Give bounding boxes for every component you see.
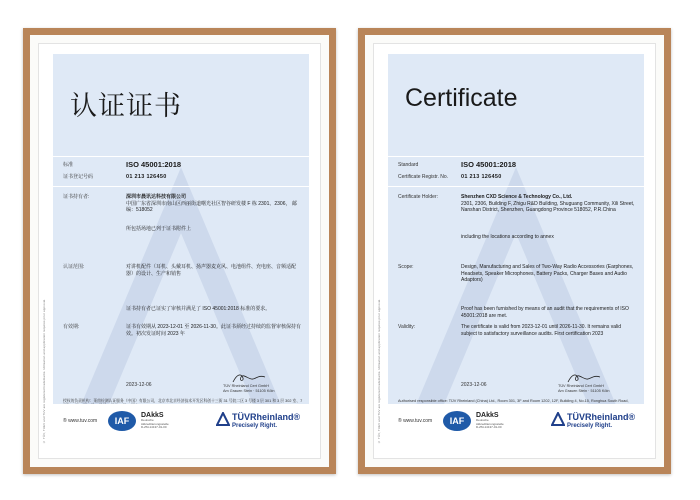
validity-label: Validity: (398, 324, 416, 330)
signature-icon (229, 372, 269, 384)
audit-text: Proof has been furnished by means of an audit that the requirements of ISO 45001:2018 are met. (461, 306, 629, 319)
divider (53, 156, 309, 157)
registration-value: 01 213 126450 (126, 174, 167, 180)
dakks-sub2: Akkreditierungsstelle (476, 421, 504, 426)
holder-block (461, 194, 638, 214)
dakks-name: DAkkS (141, 412, 164, 419)
locations-note: including the locations according to annex (461, 234, 554, 240)
issuer-address: Am Grauen Stein · 51105 Köln (223, 388, 275, 393)
tuv-name: TÜVRheinland® (567, 412, 636, 422)
standard-value: ISO 45001:2018 (126, 160, 182, 169)
right-mat (365, 35, 664, 467)
side-trademark-note: © TÜV, TUEV and TUV are registered trademarks. Utilisation and application requires prior approval. (377, 298, 381, 444)
tuv-logo (216, 412, 306, 434)
right-certificate-paper (388, 54, 644, 444)
tuv-tagline: Precisely Right. (567, 423, 613, 429)
validity-text: The certificate is valid from 2023-12-01 until 2026-11-30. It remains valid subject to satisfactory surveillance audits. First certification 2023 (461, 324, 621, 337)
issue-date: 2023-12-06 (126, 382, 152, 388)
dakks-logo (141, 412, 181, 432)
dakks-name: DAkkS (476, 412, 499, 419)
issuer-name: TÜV Rheinland Cert GmbH (558, 384, 605, 388)
website-url: ® www.tuv.com (63, 418, 98, 424)
left-certificate-frame (23, 28, 336, 474)
tuv-logo (551, 412, 641, 434)
dakks-sub1: Deutsche (476, 418, 489, 422)
holder-label: Certificate Holder: (398, 194, 439, 200)
registration-value: 01 213 126450 (461, 174, 502, 180)
validity-text: 证书有效期从 2023-12-01 至 2026-11-30。此证书须经过持续的监督审核保持有效。初次发证时间 2023 年 (126, 324, 301, 337)
right-certificate-sheet (373, 43, 656, 459)
certificate-footer (388, 404, 644, 444)
tuv-triangle-icon (551, 412, 565, 426)
registration-label: 证书登记号码 (63, 174, 94, 180)
divider (388, 156, 644, 157)
website-url: ® www.tuv.com (398, 418, 433, 424)
locations-note: 所包括场地已列于证书附件上 (126, 226, 192, 232)
issuer-signature-block (223, 384, 283, 393)
holder-name: 深圳市晨讯达科技有限公司 (126, 194, 187, 200)
standard-label: 标准 (63, 162, 74, 168)
left-certificate-paper (53, 54, 309, 444)
tuv-name: TÜVRheinland® (232, 412, 301, 422)
dakks-sub3: D-ZM-14137-01-00 (141, 425, 167, 429)
issuer-signature-block (558, 384, 618, 393)
certificate-title: Certificate (405, 84, 518, 112)
signature-icon (564, 372, 604, 384)
side-trademark-note: © TÜV, TUEV and TUV are registered trademarks. Utilisation and application requires prior approval. (42, 298, 46, 444)
holder-address: 2301, 2306, Building F, Zhigu R&D Building, Shuguang Community, Xili Street, Nanshan District, Shenzhen, Guangdong Province 518052, P.R.China (461, 200, 635, 213)
tuv-triangle-icon (216, 412, 230, 426)
dakks-sub1: Deutsche (141, 418, 154, 422)
audit-text: 证书持有者已证实了审核并满足了 ISO 45001:2018 标准的要求。 (126, 306, 271, 312)
tuv-tagline: Precisely Right. (232, 423, 278, 429)
iaf-logo: IAF (443, 411, 471, 431)
divider (53, 186, 309, 187)
standard-label: Standard (398, 162, 419, 168)
right-certificate-frame (358, 28, 671, 474)
issue-date: 2023-12-06 (461, 382, 487, 388)
left-mat (30, 35, 329, 467)
scope-text: 对讲机配件（耳机、头戴耳机、扬声器麦克风、电池组件、充电座、音频适配器）的设计、生产和销售 (126, 264, 297, 277)
holder-name: Shenzhen CXD Science & Technology Co., Ltd. (461, 194, 573, 200)
holder-address: 中国广东省深圳市南山区西丽街道曙光社区智谷研发楼 F 栋 2301、2306， 邮编：518052 (126, 200, 297, 213)
divider (388, 186, 644, 187)
dakks-sub2: Akkreditierungsstelle (141, 421, 169, 426)
dakks-logo (476, 412, 516, 432)
authorised-office-note: Authorised responsible office: TÜV Rheinland (China) Ltd., Room 301, 3F and Room 1202, 12F, Building 4, No.15, Ronghua South Road, (398, 399, 629, 403)
iaf-logo: IAF (108, 411, 136, 431)
issuer-address: Am Grauen Stein · 51105 Köln (558, 388, 610, 393)
issuer-name: TÜV Rheinland Cert GmbH (223, 384, 270, 388)
authorised-office-note: 授权的负责机构：莱茵检测认证服务（中国）有限公司，北京市北京经济技术开发区科创十三街 31 号院二区 3 号楼 3 层 301 和 3 层 302 室、7 (63, 399, 303, 403)
holder-block (126, 194, 303, 214)
scope-text: Design, Manufacturing and Sales of Two-Way Radio Accessories (Earphones, Headsets, Speaker Microphones, Battery Packs, Charger Bases and Audio Adaptors) (461, 264, 634, 283)
dakks-sub3: D-ZM-14137-01-00 (476, 425, 502, 429)
certificate-footer (53, 404, 309, 444)
left-certificate-sheet (38, 43, 321, 459)
scope-label: 认证范围: (63, 264, 85, 270)
standard-value: ISO 45001:2018 (461, 160, 517, 169)
registration-label: Certificate Registr. No. (398, 174, 449, 180)
holder-label: 证书持有者: (63, 194, 90, 200)
validity-label: 有效期: (63, 324, 80, 330)
certificate-title: 认证证书 (70, 91, 182, 121)
scope-label: Scope: (398, 264, 414, 270)
